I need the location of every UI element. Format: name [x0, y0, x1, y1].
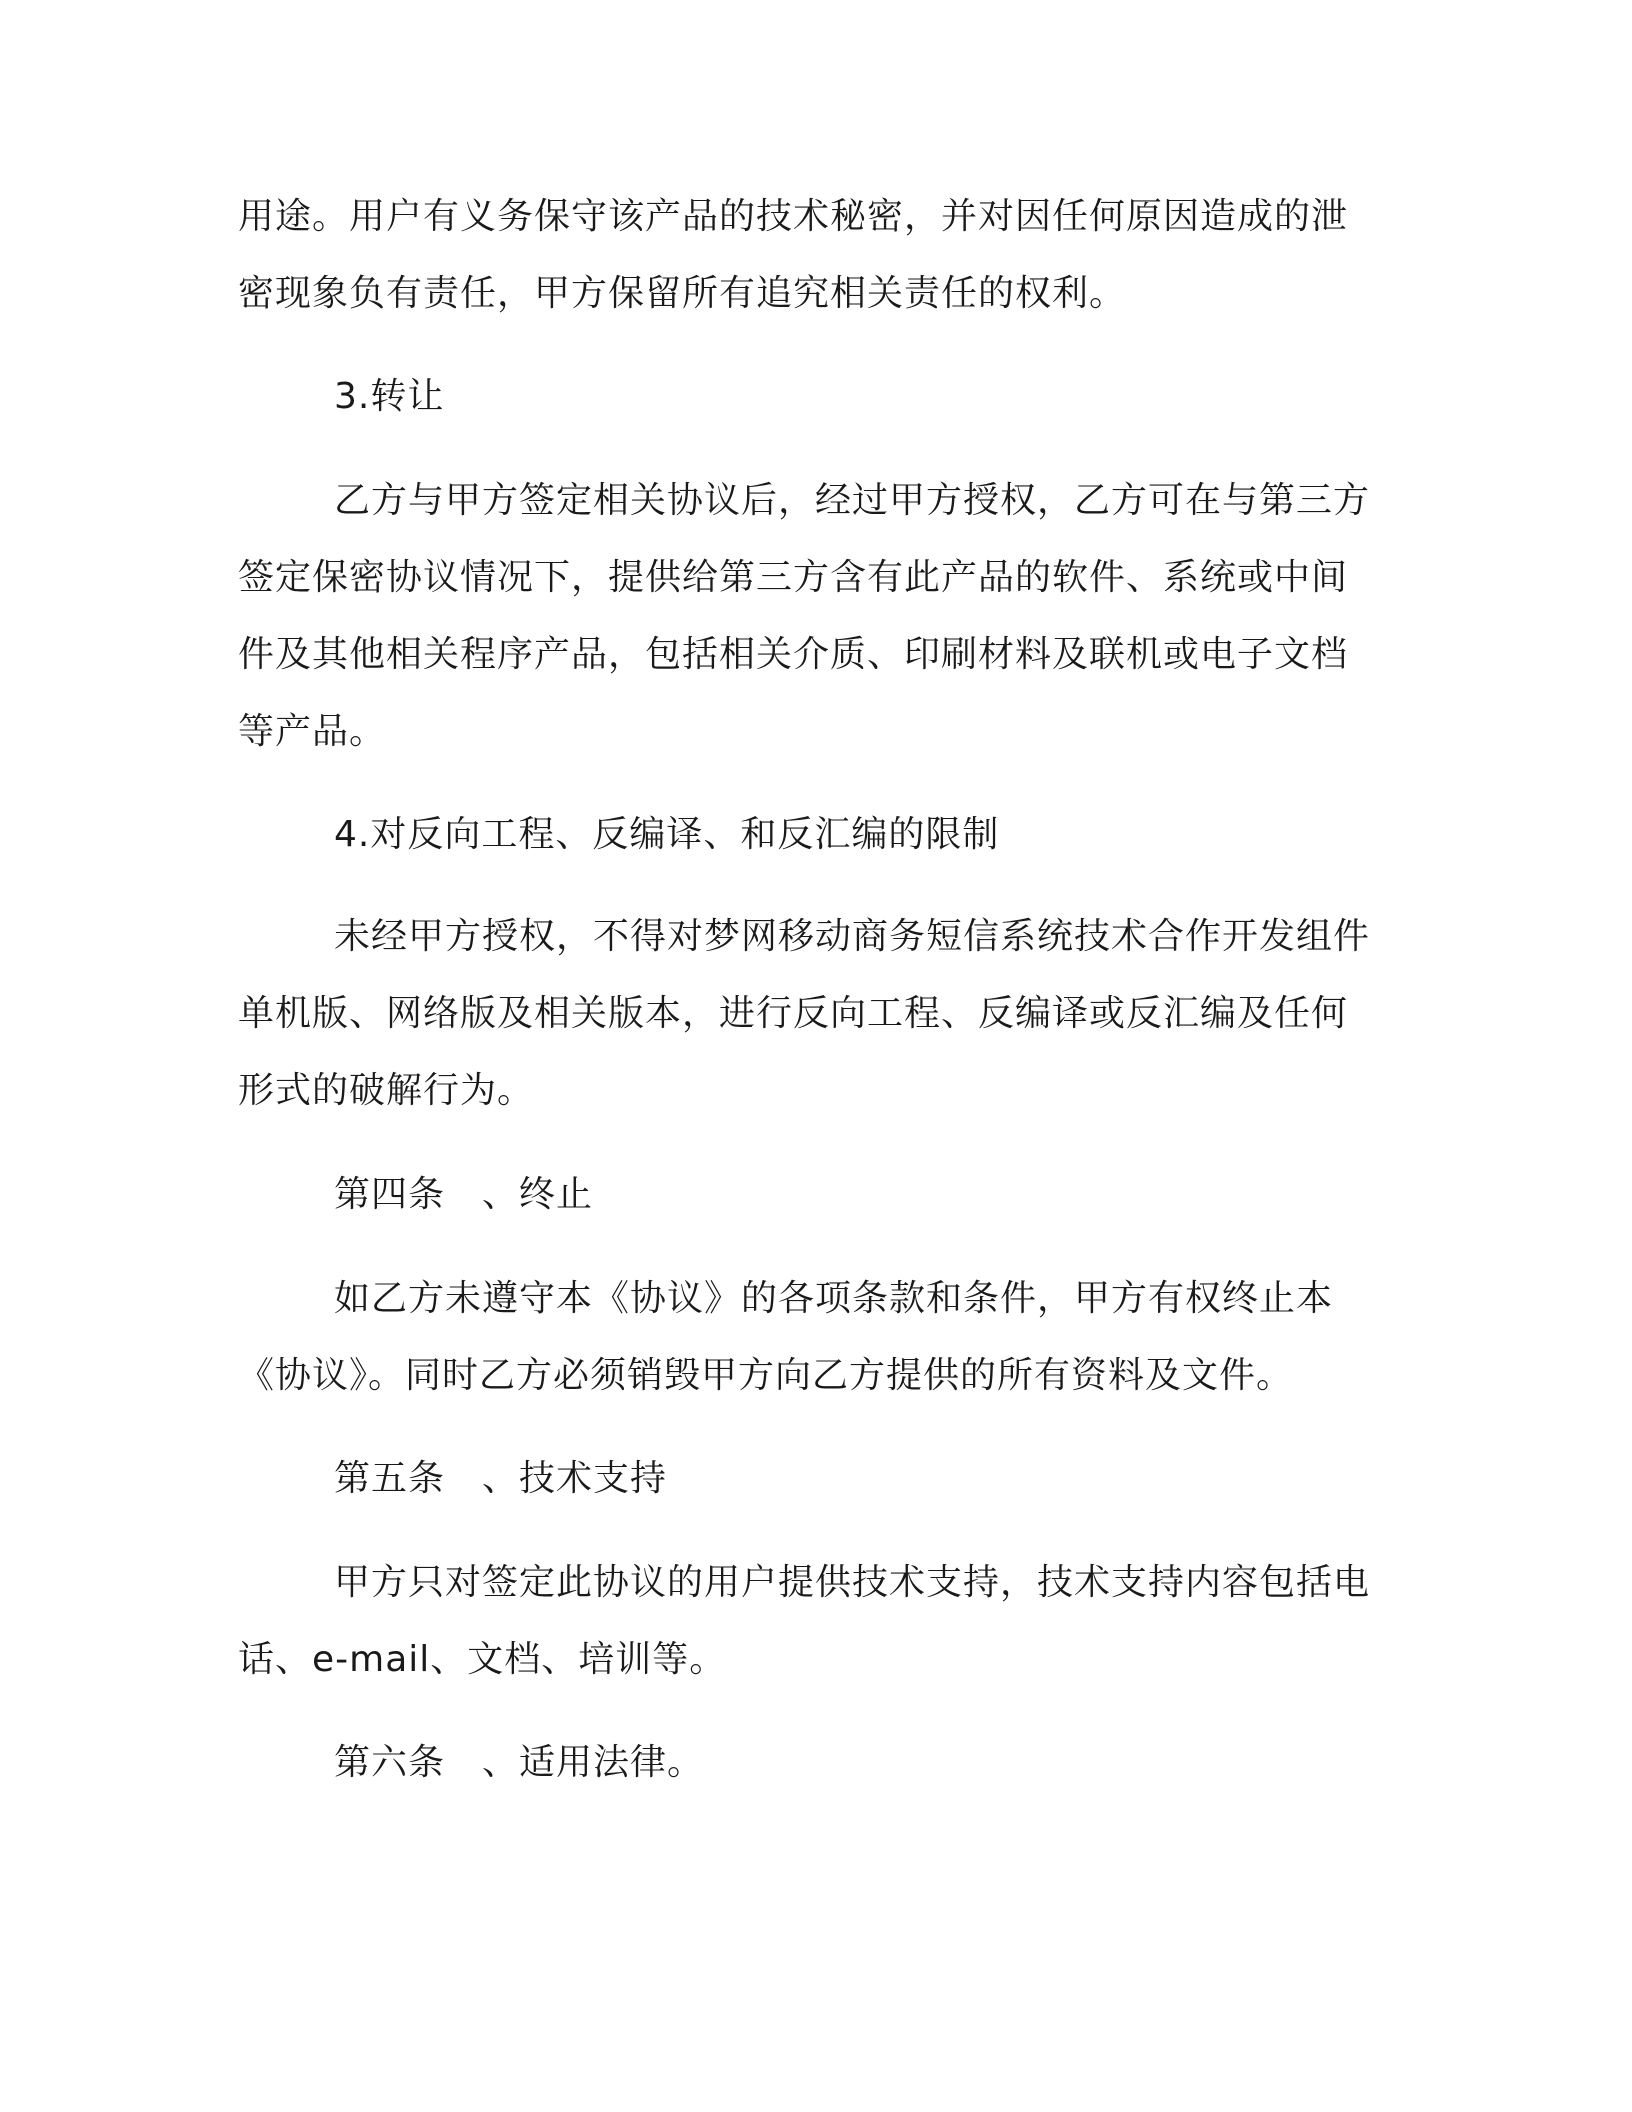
text-line: 甲方只对签定此协议的用户提供技术支持，技术支持内容包括电 — [334, 1562, 1371, 1603]
heading-article-5 — [238, 1440, 1382, 1517]
text-line: 如乙方未遵守本《协议》的各项条款和条件，甲方有权终止本 — [334, 1278, 1334, 1319]
text-line: 乙方与甲方签定相关协议后，经过甲方授权，乙方可在与第三方 — [334, 480, 1371, 521]
paragraph-transfer — [238, 462, 1382, 770]
section-heading: 第六条 、适用法律。 — [334, 1742, 705, 1783]
text-line: 形式的破解行为。 — [238, 1070, 535, 1111]
paragraph-confidentiality — [238, 178, 1382, 332]
text-line: 签定保密协议情况下，提供给第三方含有此产品的软件、系统或中间 — [238, 557, 1349, 598]
paragraph-reverse-engineering — [238, 898, 1382, 1129]
heading-article-6 — [238, 1724, 1382, 1801]
text-line: 密现象负有责任，甲方保留所有追究相关责任的权利。 — [238, 273, 1127, 314]
section-heading: 第五条 、技术支持 — [334, 1458, 668, 1499]
text-line: 等产品。 — [238, 711, 387, 752]
paragraph-article-5 — [238, 1544, 1382, 1698]
heading-reverse-engineering — [238, 796, 1382, 873]
text-line: 单机版、网络版及相关版本，进行反向工程、反编译或反汇编及任何 — [238, 993, 1349, 1034]
text-line: 件及其他相关程序产品，包括相关介质、印刷材料及联机或电子文档 — [238, 634, 1349, 675]
heading-transfer — [238, 358, 1382, 435]
paragraph-article-4 — [238, 1260, 1382, 1414]
section-heading: 3.转让 — [334, 376, 445, 417]
section-heading: 第四条 、终止 — [334, 1174, 594, 1215]
text-line: 话、e-mail、文档、培训等。 — [238, 1639, 727, 1680]
text-line: 用途。用户有义务保守该产品的技术秘密，并对因任何原因造成的泄 — [238, 196, 1349, 237]
text-line: 未经甲方授权，不得对梦网移动商务短信系统技术合作开发组件 — [334, 916, 1371, 957]
text-line: 《协议》。同时乙方必须销毁甲方向乙方提供的所有资料及文件。 — [238, 1355, 1294, 1396]
section-heading: 4.对反向工程、反编译、和反汇编的限制 — [334, 814, 1000, 855]
heading-article-4 — [238, 1156, 1382, 1233]
